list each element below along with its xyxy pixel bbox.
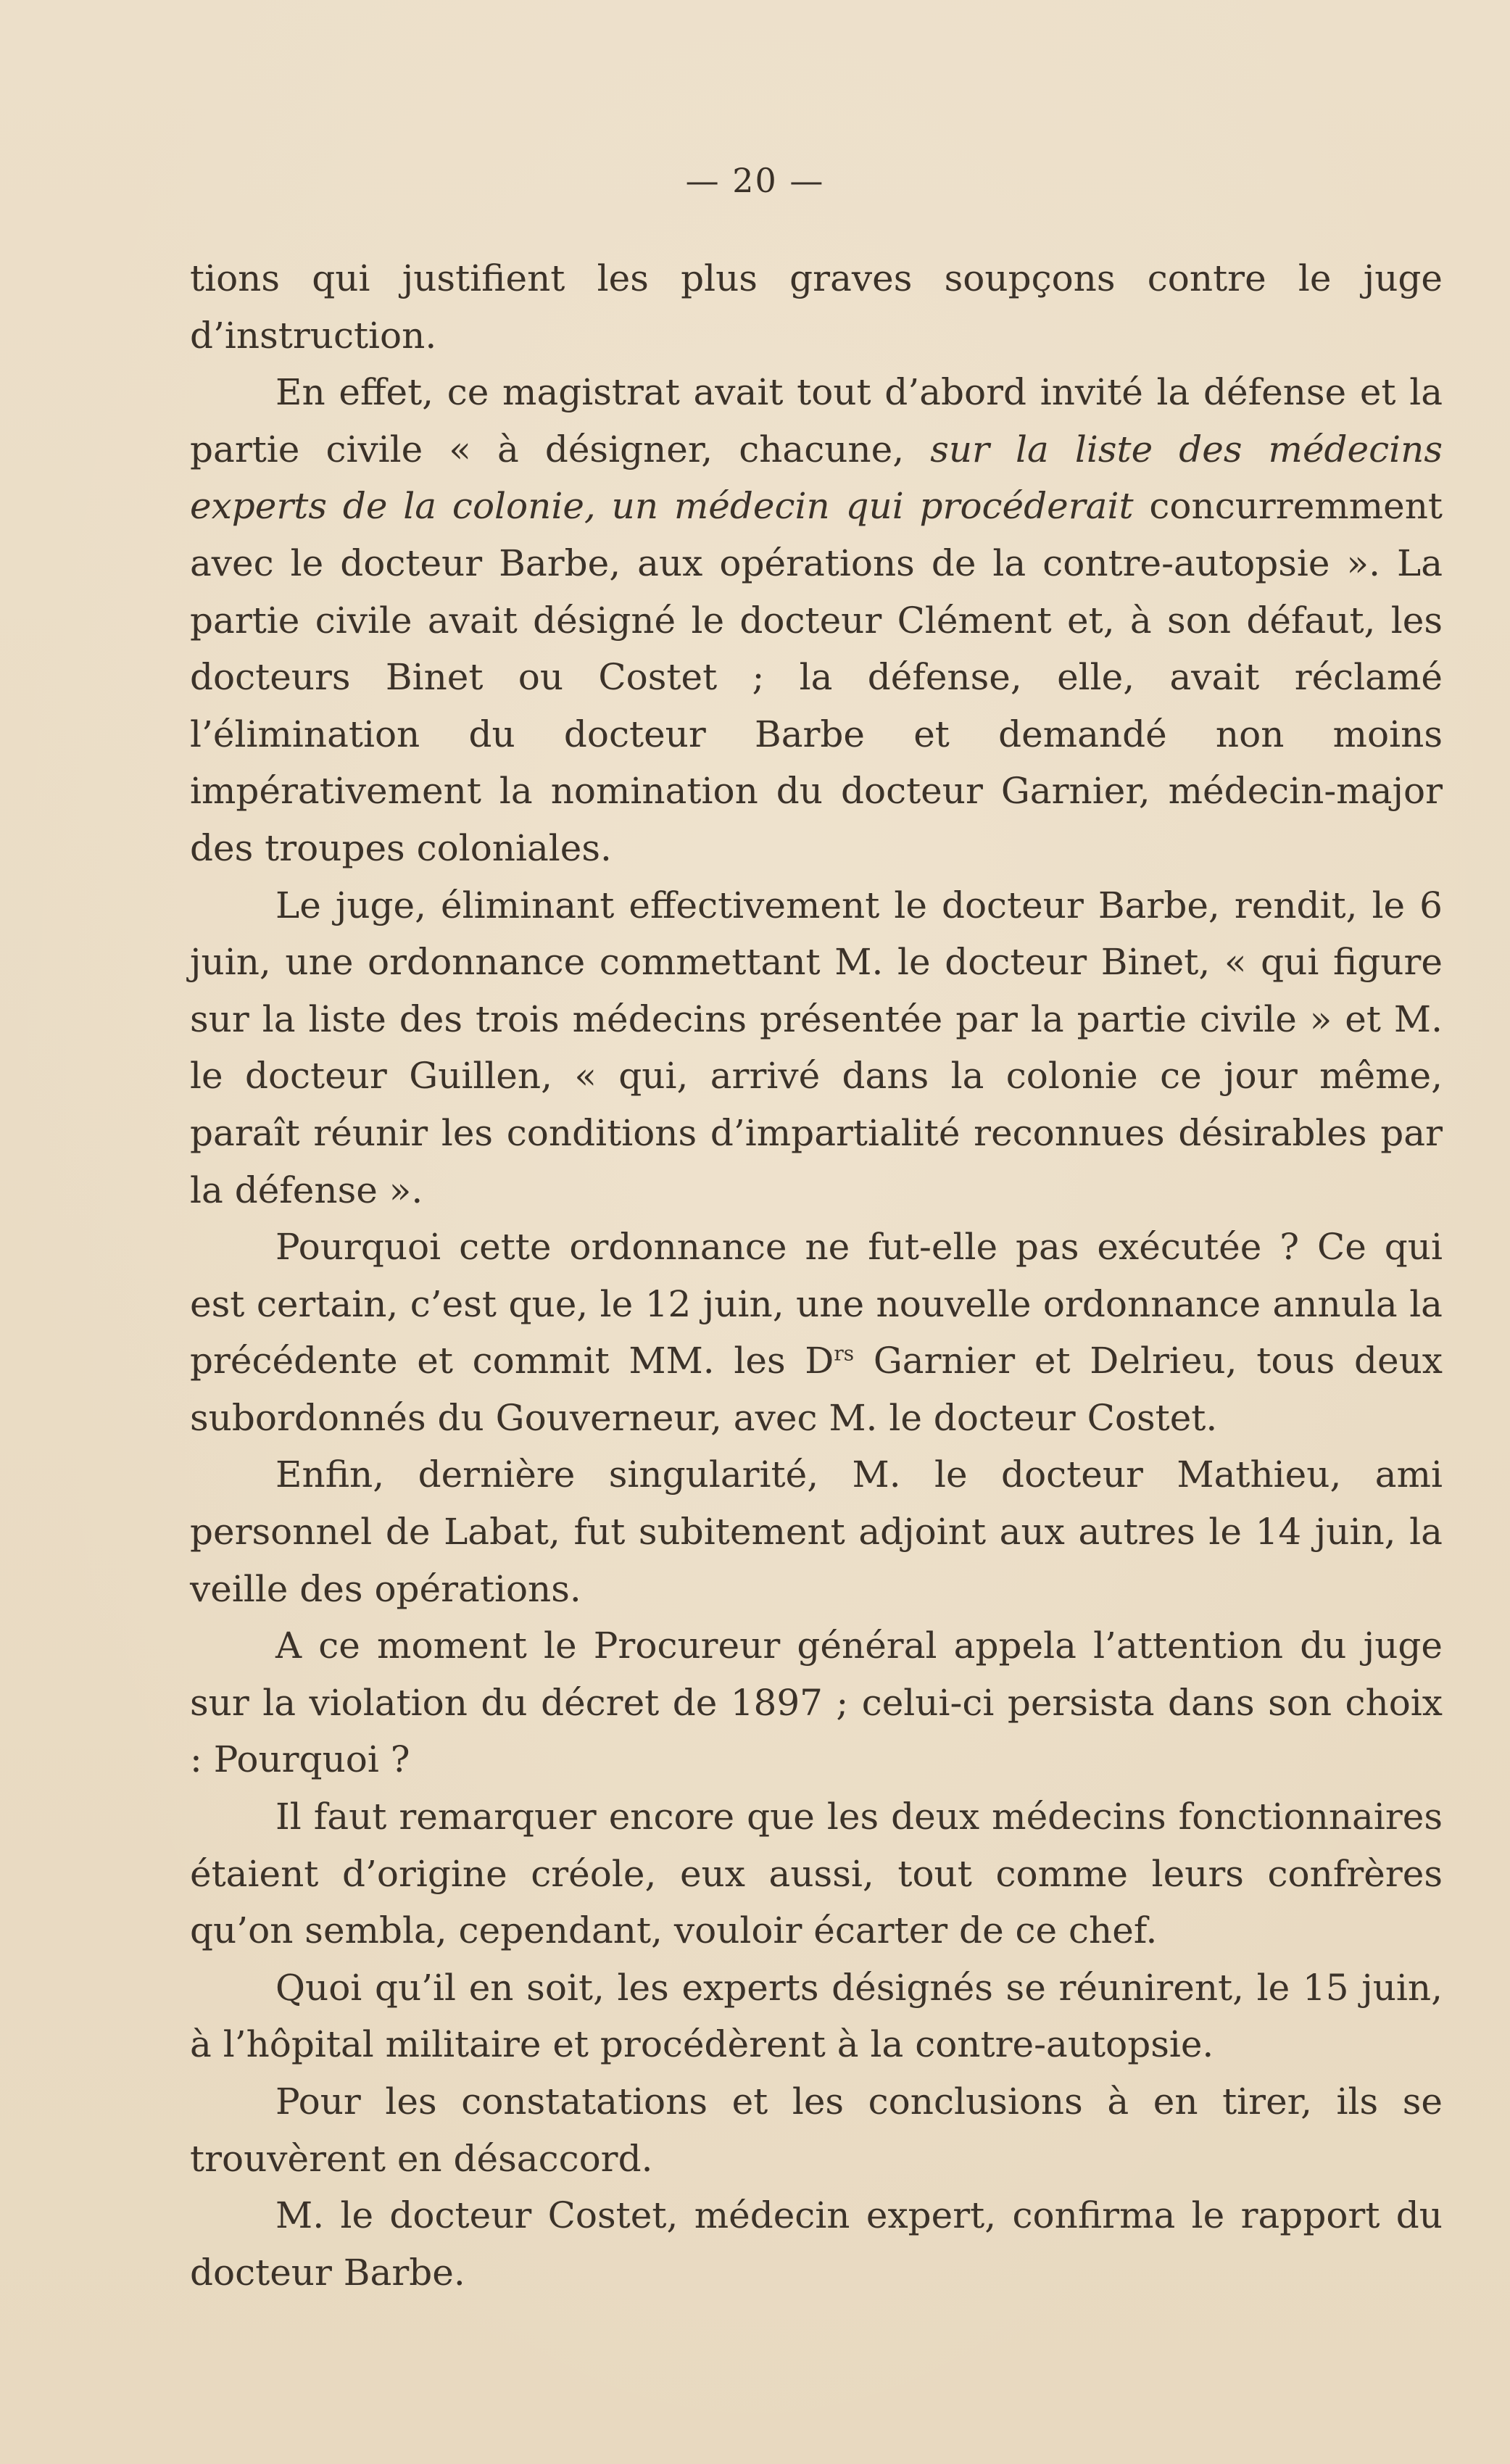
paragraph-singularity: Enfin, dernière singularité, M. le docteur Mathieu, ami personnel de Labat, fut subitement adjoint aux autres le 14 juin, la veille des opérations. — [190, 1453, 1443, 1610]
superscript: rs — [834, 1341, 855, 1366]
paragraph-text: Garnier et Delrieu, tous deux subordonnés du Gouverneur, avec M. le docteur Costet. — [190, 1340, 1443, 1439]
paragraph-experts-meeting: Quoi qu’il en soit, les experts désignés se réunirent, le 15 juin, à l’hôpital militaire et procédèrent à la contre-autopsie. — [190, 1966, 1443, 2066]
paragraph-continuation: tions qui justifient les plus graves soupçons contre le juge d’instruction. — [190, 257, 1443, 357]
paragraph-judge-ordinance: Le juge, éliminant effectivement le docteur Barbe, rendit, le 6 juin, une ordonnance commettant M. le docteur Binet, « qui figure sur la liste des trois médecins présentée par la partie civile » et M. le docteur Guillen, « qui, arrivé dans la colonie ce jour même, paraît réunir les conditions d’impartialité reconnues désirables par la défense ». — [190, 884, 1443, 1211]
paragraph-procureur: A ce moment le Procureur général appela l’attention du juge sur la violation du décret de 1897 ; celui-ci persista dans son choix : Pourquoi ? — [190, 1625, 1443, 1781]
paragraph-text: Pourquoi cette ordonnance ne fut-elle pas exécutée ? Ce qui est certain, c’est que, le 12 juin, une nouvelle ordonnance annula la précédente et commit MM. les D — [190, 1226, 1443, 1382]
paragraph-costet-report: M. le docteur Costet, médecin expert, confirma le rapport du docteur Barbe. — [190, 2194, 1443, 2294]
paragraph-creole-doctors: Il faut remarquer encore que les deux médecins fonctionnaires étaient d’origine créole, eux aussi, tout comme leurs confrères qu’on sembla, cependant, vouloir écarter de ce chef. — [190, 1796, 1443, 1952]
paragraph-text: En effet, ce magistrat avait tout d’abord invité la défense et la partie civile « à désigner, chacune, — [190, 371, 1443, 470]
paragraph-expert-designation — [190, 364, 1443, 876]
paragraph-new-ordinance — [190, 1219, 1443, 1446]
italic-quote: sur la liste des médecins experts de la colonie, un médecin qui procéderait — [190, 428, 1443, 528]
paragraph-disagreement: Pour les constatations et les conclusions à en tirer, ils se trouvèrent en désaccord. — [190, 2081, 1443, 2180]
page-number: — 20 — — [685, 161, 825, 200]
paragraph-text: concurremment avec le docteur Barbe, aux opérations de la contre-autopsie ». La partie civile avait désigné le docteur Clément et, à son défaut, les docteurs Binet ou Costet ; la défense, elle, avait réclamé l’élimination du docteur Barbe et demandé non moins impérativement la nomination du docteur Garnier, médecin-major des troupes coloniales. — [190, 485, 1443, 869]
body-text — [190, 250, 1443, 2301]
